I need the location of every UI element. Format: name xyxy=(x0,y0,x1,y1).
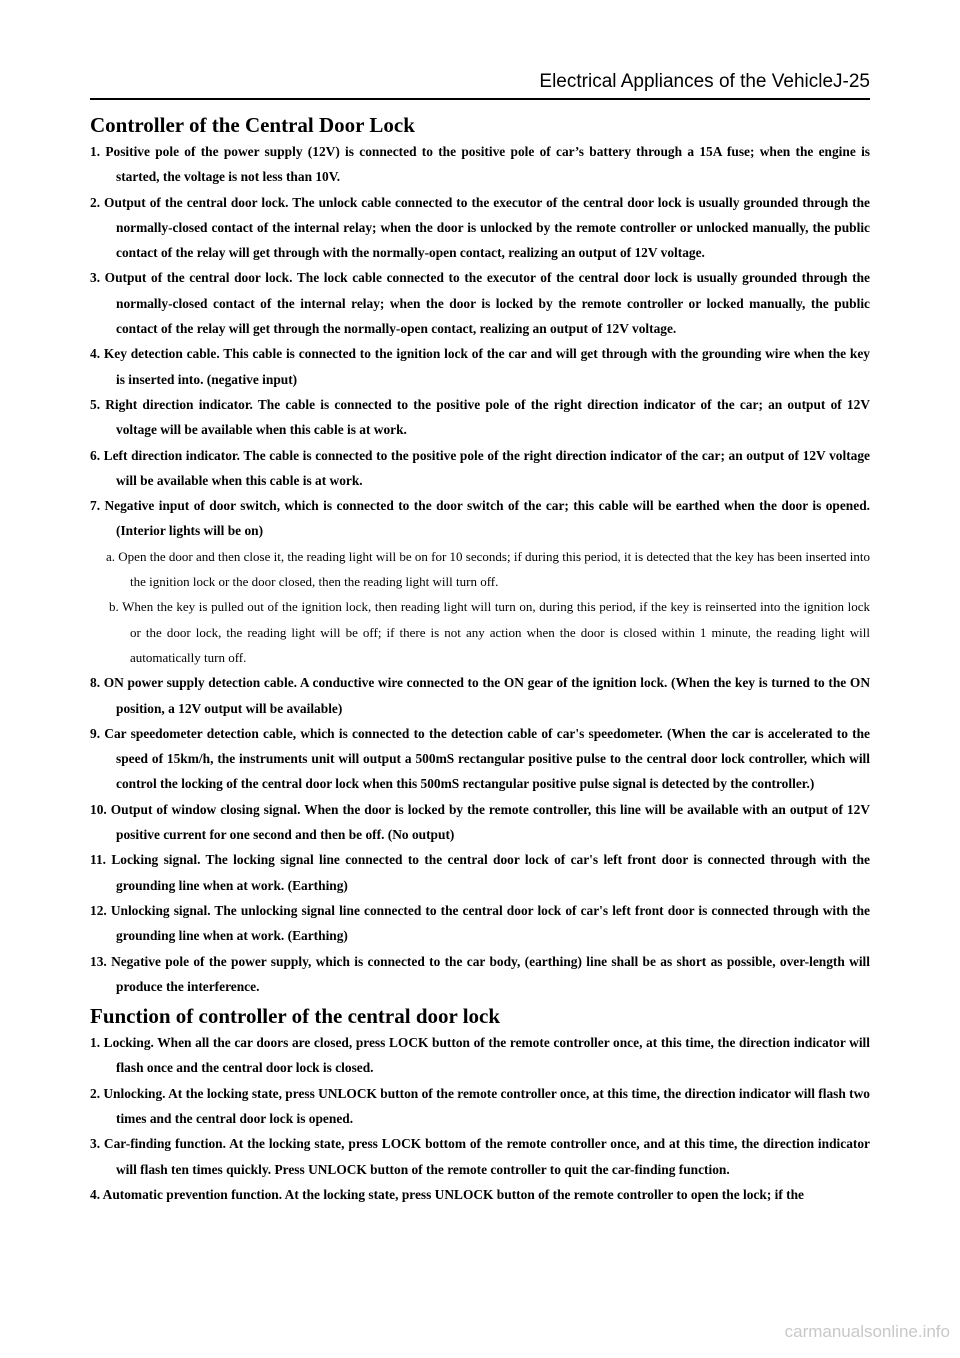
header-rule xyxy=(90,98,870,100)
list-item: 12. Unlocking signal. The unlocking signal line connected to the central door lock of car's left front door is connected through with the grounding line when at work. (Earthing) xyxy=(90,902,870,944)
list-item: 2. Output of the central door lock. The unlock cable connected to the executor of the central door lock is usually grounded through the normally-closed contact of the internal relay; when the door is unlocked by the remote controller or unlocked manually, the public contact of the relay will get through with the normally-open contact, realizing an output of 12V voltage. xyxy=(90,194,870,261)
list-item: 13. Negative pole of the power supply, which is connected to the car body, (earthing) line shall be as short as possible, over-length will produce the interference. xyxy=(90,953,870,994)
list-item: 3. Car-finding function. At the locking state, press LOCK bottom of the remote controller once, and at this time, the direction indicator will flash ten times quickly. Press UNLOCK button of the remote controller to quit the car-finding function. xyxy=(90,1136,870,1177)
list-item: 6. Left direction indicator. The cable is connected to the positive pole of the right direction indicator of the car; an output of 12V voltage will be available when this cable is at work. xyxy=(90,447,870,488)
watermark: carmanualsonline.info xyxy=(784,1322,950,1341)
sub-list-item: a. Open the door and then close it, the reading light will be on for 10 seconds; if during this period, it is detected that the key has been inserted into the ignition lock or the door closed, then the reading light will turn off. xyxy=(106,548,870,590)
section-title-function: Function of controller of the central door lock xyxy=(90,1004,501,1029)
sub-list-item: b. When the key is pulled out of the ignition lock, then reading light will turn on, during this period, if the key is reinserted into the ignition lock or the door lock, the reading light will be off; if there is not any action when the door is closed within 1 minute, the reading light will automatically turn off. xyxy=(109,599,870,665)
list-item: 4. Automatic prevention function. At the locking state, press UNLOCK button of the remote controller to open the lock; if the xyxy=(90,1186,804,1202)
list-item: 4. Key detection cable. This cable is connected to the ignition lock of the car and will get through with the grounding wire when the key is inserted into. (negative input) xyxy=(90,346,870,387)
list-item: 9. Car speedometer detection cable, which is connected to the detection cable of car's speedometer. (When the car is accelerated to the speed of 15km/h, the instruments unit will output a 500mS rectangular positive pulse to the central door lock controller, which will control the locking of the central door lock when this 500mS rectangular positive pulse signal is detected by the controller.) xyxy=(90,725,870,792)
list-item: 8. ON power supply detection cable. A conductive wire connected to the ON gear of the ignition lock. (When the key is turned to the ON position, a 12V output will be available) xyxy=(90,675,870,716)
list-item: 10. Output of window closing signal. When the door is locked by the remote controller, this line will be available with an output of 12V positive current for one second and then be off. (No output) xyxy=(90,801,870,843)
list-item: 5. Right direction indicator. The cable is connected to the positive pole of the right direction indicator of the car; an output of 12V voltage will be available when this cable is at work. xyxy=(90,396,870,438)
list-item: 1. Locking. When all the car doors are closed, press LOCK button of the remote controller once, at this time, the direction indicator will flash once and the central door lock is closed. xyxy=(90,1035,870,1076)
list-item: 3. Output of the central door lock. The lock cable connected to the executor of the central door lock is usually grounded through the normally-closed contact of the internal relay; when the door is locked by the remote controller or locked manually, the public contact of the relay will get through the normally-open contact, realizing an output of 12V voltage. xyxy=(90,270,870,337)
function-list xyxy=(90,1030,870,1207)
list-item: 7. Negative input of door switch, which is connected to the door switch of the car; this cable will be earthed when the door is opened. (Interior lights will be on) xyxy=(90,498,870,539)
list-item: 2. Unlocking. At the locking state, press UNLOCK button of the remote controller once, at this time, the direction indicator will flash two times and the central door lock is opened. xyxy=(90,1085,870,1126)
section-title-controller: Controller of the Central Door Lock xyxy=(90,113,415,137)
list-item: 1. Positive pole of the power supply (12V) is connected to the positive pole of car’s battery through a 15A fuse; when the engine is started, the voltage is not less than 10V. xyxy=(90,144,870,185)
controller-list xyxy=(90,139,870,999)
list-item: 11. Locking signal. The locking signal line connected to the central door lock of car's left front door is connected through with the grounding line when at work. (Earthing) xyxy=(90,852,870,893)
running-header: Electrical Appliances of the VehicleJ-25 xyxy=(539,71,870,92)
page-content xyxy=(90,111,870,1207)
